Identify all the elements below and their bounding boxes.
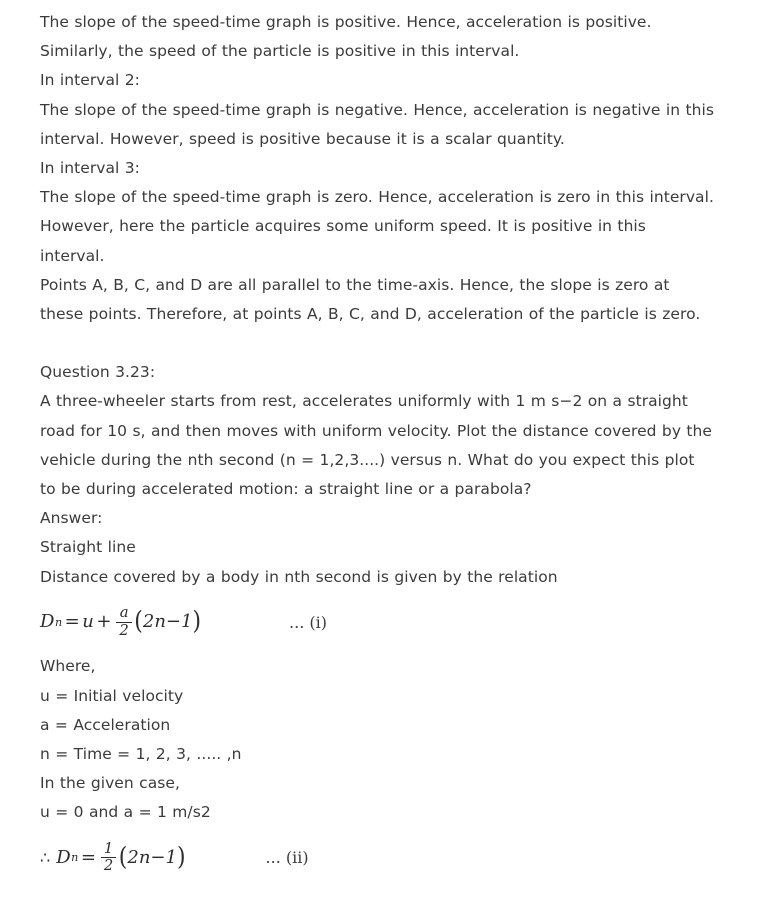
formula-ii-expression (40, 839, 186, 875)
formula-i-plus: + (96, 611, 112, 633)
where-heading: Where, (40, 657, 96, 676)
given-values: u = 0 and a = 1 m/s2 (40, 803, 211, 822)
question-line: vehicle during the nth second (n = 1,2,3....) versus n. What do you expect this plot (40, 450, 695, 469)
section-gap (40, 329, 748, 358)
where-item: n = Time = 1, 2, 3, ..... ,n (40, 745, 242, 763)
formula-i-denominator: 2 (116, 622, 131, 639)
therefore-symbol: ∴ (40, 847, 51, 867)
formula-ii-numerator: 1 (103, 839, 114, 857)
formula-i-lhs-subscript: n (54, 615, 63, 629)
formula-ii-denominator: 2 (101, 857, 116, 874)
paragraph-line: The slope of the speed-time graph is positive. Hence, acceleration is positive. (40, 13, 652, 31)
question-heading: Question 3.23: (40, 363, 156, 382)
formula-ii-lhs: D (56, 846, 71, 868)
formula-i-equals: = (64, 611, 80, 633)
paragraph-line: The slope of the speed-time graph is negative. Hence, acceleration is negative in this (40, 100, 714, 119)
paragraph-line: Similarly, the speed of the particle is positive in this interval. (40, 42, 520, 61)
formula-gap (40, 592, 748, 606)
formula-ii-inner: 2n−1 (127, 846, 177, 868)
formula-ii (40, 839, 748, 875)
formula-i-reference: ... (i) (289, 612, 327, 632)
document-content (40, 8, 748, 874)
paragraph-line: Points A, B, C, and D are all parallel to the time-axis. Hence, the slope is zero at (40, 275, 670, 294)
where-item: u = Initial velocity (40, 686, 184, 705)
paragraph-line: interval. However, speed is positive because it is a scalar quantity. (40, 129, 565, 148)
paragraph-line: The slope of the speed-time graph is zero. Hence, acceleration is zero in this interval. (40, 188, 714, 207)
given-case-heading: In the given case, (40, 774, 180, 793)
formula-i-expression (40, 603, 202, 639)
formula-i-numerator: a (119, 603, 129, 621)
interval-2-heading: In interval 2: (40, 71, 140, 90)
paragraph-line: However, here the particle acquires some uniform speed. It is positive in this (40, 217, 646, 236)
formula-ii-reference: ... (ii) (265, 848, 309, 868)
paragraph-line: interval. (40, 246, 105, 265)
question-line: to be during accelerated motion: a straight line or a parabola? (40, 480, 532, 499)
formula-ii-fraction (101, 839, 116, 875)
formula-i-inner: 2n−1 (142, 611, 193, 633)
answer-line: Straight line (40, 538, 136, 557)
formula-ii-gap (40, 828, 748, 842)
formula-i-term-u: u (82, 611, 94, 633)
formula-ii-close-paren: ) (176, 842, 186, 872)
paragraph-line: these points. Therefore, at points A, B, C, and D, acceleration of the particle is zero. (40, 305, 701, 324)
formula-ii-lhs-subscript: n (71, 851, 79, 865)
answer-heading: Answer: (40, 509, 103, 528)
formula-i-fraction (116, 603, 131, 639)
question-line: A three-wheeler starts from rest, accelerates uniformly with 1 m s−2 on a straight (40, 392, 688, 411)
formula-ii-open-paren: ( (118, 842, 128, 872)
answer-line: Distance covered by a body in nth second is given by the relation (40, 567, 558, 586)
formula-i-lhs: D (40, 611, 55, 633)
formula-i (40, 603, 748, 639)
formula-gap-after (40, 638, 748, 652)
where-item: a = Acceleration (40, 715, 171, 734)
interval-3-heading: In interval 3: (40, 159, 140, 178)
formula-i-close-paren: ) (192, 606, 202, 636)
question-line: road for 10 s, and then moves with uniform velocity. Plot the distance covered by the (40, 421, 713, 440)
formula-ii-equals: = (80, 846, 96, 868)
formula-i-open-paren: ( (134, 606, 143, 636)
